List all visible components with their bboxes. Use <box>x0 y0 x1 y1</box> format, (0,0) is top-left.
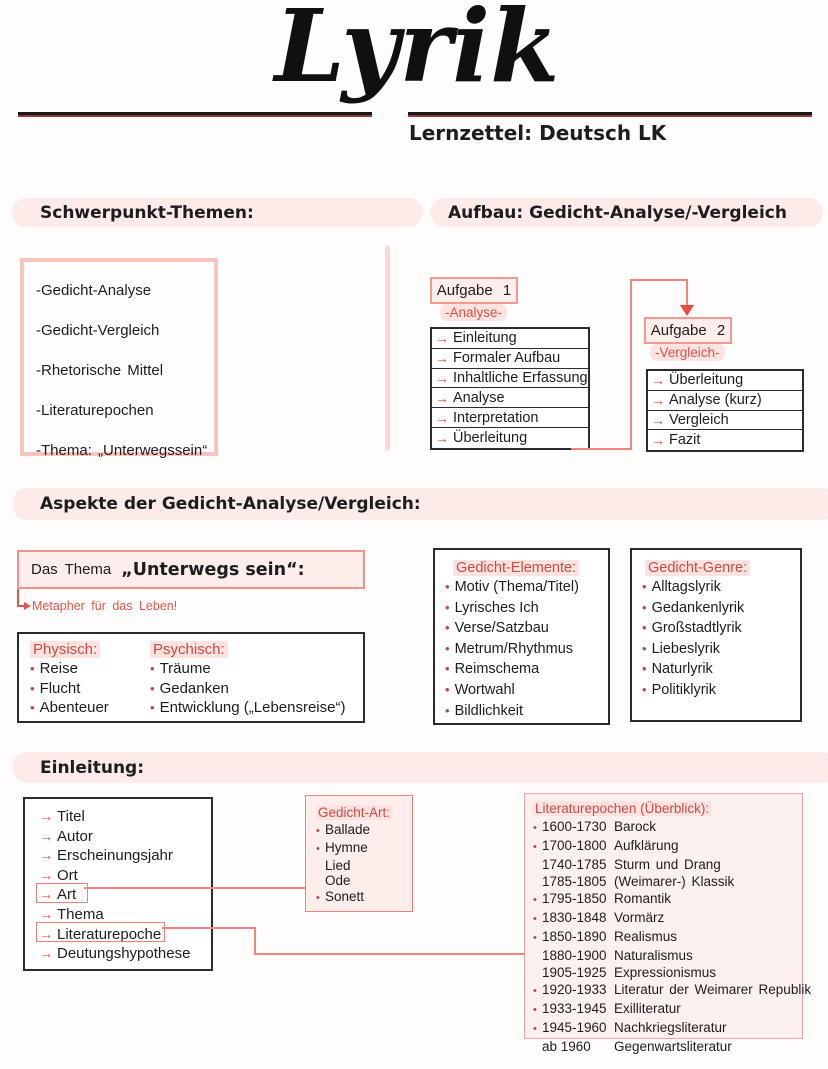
epoch-name: Naturalismus <box>614 948 693 963</box>
list-item <box>316 822 412 840</box>
bullet-icon: • <box>30 661 35 676</box>
item-label: Ort <box>57 866 78 884</box>
literaturepoche-highlight-outline <box>36 922 165 942</box>
list-item <box>533 890 802 909</box>
column-title: Physisch: <box>30 641 100 658</box>
flow-connector <box>571 448 632 450</box>
arrow-right-icon: → <box>39 905 53 922</box>
epoch-range: 1740-1785 <box>542 857 607 872</box>
arrow-right-icon: → <box>435 389 449 406</box>
item-label: Träume <box>159 660 211 677</box>
arrow-right-icon: → <box>39 925 53 942</box>
list-item <box>150 698 345 718</box>
list-item <box>150 679 345 699</box>
literaturepoche-connector <box>254 927 256 955</box>
item-label: Motiv (Thema/Titel) <box>454 579 579 595</box>
table-row <box>432 388 588 408</box>
gedicht-art-panel <box>305 795 413 912</box>
bullet-icon: • <box>533 932 537 944</box>
item-label: Ode <box>325 873 351 889</box>
epoch-range: 1850-1890 <box>542 929 607 944</box>
step-label: Überleitung <box>669 372 744 389</box>
table-row <box>432 349 588 369</box>
art-connector <box>84 887 305 889</box>
epoch-range: 1880-1900 <box>542 948 607 963</box>
bullet-icon: • <box>533 1023 537 1035</box>
bullet-icon: • <box>533 894 537 906</box>
item-label: Gedanken <box>159 679 229 697</box>
list-item <box>533 947 802 964</box>
arrow-right-icon: → <box>39 866 53 883</box>
arrow-right-icon <box>24 602 31 610</box>
step-label: Fazit <box>669 432 701 449</box>
bullet-icon: • <box>316 892 320 905</box>
epoch-range: ab 1960 <box>542 1039 591 1054</box>
thema-box <box>17 550 365 589</box>
column-divider <box>385 245 390 451</box>
list-item <box>533 1019 802 1038</box>
aufgabe2-steps-table <box>646 369 804 452</box>
list-item <box>533 856 802 873</box>
literaturepoche-connector <box>162 927 256 929</box>
thema-note: Metapher für das Leben! <box>32 599 178 613</box>
physisch-column <box>30 641 109 718</box>
epoch-name: Sturm und Drang <box>614 857 721 872</box>
item-label: Deutungshypothese <box>57 945 191 963</box>
bullet-icon: • <box>533 841 537 853</box>
list-item <box>39 827 211 847</box>
item-label: Ballade <box>325 822 371 837</box>
psychisch-column <box>150 641 345 718</box>
panel-title: Gedicht-Genre: <box>645 560 750 576</box>
list-item <box>316 873 412 889</box>
thema-title: „Unterwegs sein“: <box>121 559 305 580</box>
title-underline-right <box>408 112 812 117</box>
schwerpunkt-panel <box>20 258 218 459</box>
list-item <box>316 840 412 858</box>
epoch-range: 1700-1800 <box>542 838 607 853</box>
panel-title: Literaturepochen (Überblick): <box>535 801 710 816</box>
item-label: Naturlyrik <box>651 661 713 678</box>
table-row <box>432 329 588 349</box>
bullet-icon: • <box>445 661 450 677</box>
bullet-icon: • <box>316 842 320 855</box>
aufgabe1-tag: -Analyse- <box>440 304 507 321</box>
list-item <box>39 944 211 964</box>
list-item <box>533 1000 802 1019</box>
item-label: Alltagslyrik <box>651 579 721 595</box>
item-label: Bildlichkeit <box>454 702 524 719</box>
list-item <box>533 837 802 856</box>
table-row <box>432 408 588 428</box>
list-item <box>533 981 812 1000</box>
epoch-name: Expressionismus <box>614 965 717 980</box>
list-item <box>316 858 412 874</box>
list-item <box>39 807 211 827</box>
list-item <box>445 701 608 722</box>
step-label: Analyse (kurz) <box>669 392 762 409</box>
table-row <box>648 430 802 450</box>
bullet-icon: • <box>30 680 35 696</box>
epoch-name: Nachkriegsliteratur <box>614 1020 727 1035</box>
list-item <box>39 846 211 866</box>
arrow-right-icon: → <box>39 827 53 844</box>
item-label: Reise <box>39 660 78 677</box>
item-label: Titel <box>57 808 85 825</box>
column-title: Psychisch: <box>150 641 228 658</box>
literaturepoche-connector <box>254 953 524 955</box>
item-label: Metrum/Rhythmus <box>454 640 574 657</box>
list-item <box>150 659 345 679</box>
epoch-range: 1945-1960 <box>542 1020 607 1035</box>
bullet-icon: • <box>150 700 155 715</box>
epoch-name: Vormärz <box>614 910 665 925</box>
bullet-icon: • <box>533 985 537 997</box>
thema-prefix: Das Thema <box>31 561 112 578</box>
step-label: Überleitung <box>453 429 528 446</box>
item-label: Erscheinungsjahr <box>57 847 173 865</box>
table-row <box>648 371 802 391</box>
bullet-icon: • <box>642 681 647 697</box>
epoch-range: 1830-1848 <box>542 910 607 925</box>
physisch-psychisch-panel <box>17 632 365 723</box>
bullet-icon: • <box>445 681 450 697</box>
item-label: Verse/Satzbau <box>454 620 549 637</box>
arrow-right-icon: → <box>39 808 53 824</box>
step-label: Interpretation <box>453 409 539 426</box>
epoch-range: 1795-1850 <box>542 891 607 906</box>
list-item <box>642 598 800 619</box>
list-item <box>642 618 800 639</box>
aufbau-heading: Aufbau: Gedicht-Analyse/-Vergleich <box>430 198 823 227</box>
list-item <box>642 680 800 701</box>
arrow-right-icon: → <box>435 350 449 367</box>
step-label: Einleitung <box>453 330 517 347</box>
page-title: Lyrik <box>274 0 560 105</box>
item-label: Lied <box>325 857 351 873</box>
bullet-icon: • <box>642 640 647 656</box>
flow-connector <box>686 279 688 307</box>
list-item <box>642 577 800 598</box>
item-label: Reimschema <box>454 661 540 678</box>
list-item <box>445 639 608 660</box>
aufgabe1-steps-table <box>430 327 590 450</box>
item-label: Lyrisches Ich <box>454 599 539 616</box>
epoch-name: Barock <box>614 819 657 834</box>
epoch-range: 1785-1805 <box>542 874 607 889</box>
list-item <box>445 680 608 701</box>
table-row <box>432 428 588 448</box>
bullet-icon: • <box>445 640 450 656</box>
arrow-right-icon: → <box>651 372 665 389</box>
list-item <box>533 818 802 837</box>
literaturepochen-panel <box>524 793 812 1054</box>
bullet-icon: • <box>445 702 450 718</box>
table-row <box>432 369 588 389</box>
bullet-icon: • <box>445 599 450 615</box>
epoch-range: 1920-1933 <box>542 982 607 997</box>
schwerpunkt-item: -Rhetorische Mittel <box>36 362 164 379</box>
einleitung-panel <box>23 797 213 971</box>
item-label: Flucht <box>39 679 81 697</box>
item-label: Entwicklung („Lebensreise“) <box>159 699 346 716</box>
list-item <box>445 577 608 598</box>
item-label: Art <box>57 886 77 904</box>
item-label: Literaturepoche <box>57 925 162 943</box>
bullet-icon: • <box>150 680 155 696</box>
step-label: Analyse <box>453 389 505 406</box>
item-label: Politiklyrik <box>651 681 717 698</box>
aspekte-heading: Aspekte der Gedicht-Analyse/Vergleich: <box>12 488 828 520</box>
epoch-name: Literatur der Weimarer Republik <box>614 982 812 997</box>
arrow-right-icon: → <box>651 411 665 428</box>
step-label: Formaler Aufbau <box>453 350 561 367</box>
item-label: Autor <box>57 827 93 845</box>
epoch-range: 1933-1945 <box>542 1001 607 1016</box>
bullet-icon: • <box>533 913 537 925</box>
schwerpunkt-item: -Gedicht-Analyse <box>36 282 152 299</box>
epoch-name: Romantik <box>614 891 672 906</box>
schwerpunkt-item: -Gedicht-Vergleich <box>36 322 160 339</box>
arrow-right-icon: → <box>435 330 449 347</box>
panel-title: Gedicht-Art: <box>318 805 391 820</box>
epoch-name: (Weimarer-) Klassik <box>614 874 735 889</box>
list-item <box>445 659 608 680</box>
list-item <box>533 1038 802 1055</box>
arrow-right-icon: → <box>435 429 449 446</box>
arrow-right-icon: → <box>435 369 449 386</box>
list-item <box>642 659 800 680</box>
bullet-icon: • <box>642 599 647 615</box>
step-label: Inhaltliche Erfassung <box>453 369 588 386</box>
arrow-right-icon: → <box>39 945 53 962</box>
list-item <box>533 909 802 928</box>
arrow-right-icon: → <box>651 432 665 449</box>
epoch-name: Aufklärung <box>614 838 679 853</box>
title-underline-left <box>18 112 372 117</box>
list-item <box>533 964 802 981</box>
arrow-down-icon <box>680 305 694 316</box>
panel-title: Gedicht-Elemente: <box>453 560 579 576</box>
gedicht-genre-panel <box>630 548 802 722</box>
aufgabe2-box: Aufgabe 2 <box>644 317 732 344</box>
item-label: Hymne <box>325 839 368 855</box>
schwerpunkt-item: -Thema: „Unterwegssein“ <box>36 442 208 459</box>
item-label: Sonett <box>325 889 365 905</box>
list-item <box>30 698 109 718</box>
list-item <box>316 889 412 907</box>
table-row <box>648 391 802 411</box>
arrow-right-icon: → <box>435 409 449 426</box>
list-item <box>642 639 800 660</box>
einleitung-heading: Einleitung: <box>12 752 828 783</box>
table-row <box>648 411 802 431</box>
schwerpunkt-item: -Literaturepochen <box>36 402 154 419</box>
epoch-name: Realismus <box>614 929 678 944</box>
item-label: Thema <box>57 905 104 923</box>
epoch-range: 1905-1925 <box>542 965 607 980</box>
gedicht-elemente-panel <box>433 548 610 725</box>
bullet-icon: • <box>533 822 537 834</box>
list-item <box>445 618 608 639</box>
item-label: Wortwahl <box>454 681 515 698</box>
epoch-name: Exilliteratur <box>614 1001 681 1016</box>
bullet-icon: • <box>642 579 647 594</box>
aufgabe1-box: Aufgabe 1 <box>430 277 518 304</box>
item-label: Gedankenlyrik <box>651 599 745 616</box>
arrow-right-icon: → <box>651 392 665 409</box>
aufgabe2-tag: -Vergleich- <box>650 344 725 361</box>
list-item <box>445 598 608 619</box>
bullet-icon: • <box>642 620 647 636</box>
list-item <box>533 928 802 947</box>
list-item <box>30 679 109 699</box>
epoch-name: Gegenwartsliteratur <box>614 1039 732 1054</box>
flow-connector <box>630 279 632 450</box>
bullet-icon: • <box>316 825 320 837</box>
item-label: Liebeslyrik <box>651 640 721 657</box>
item-label: Abenteuer <box>39 699 109 716</box>
item-label: Großstadtlyrik <box>651 620 742 637</box>
list-item <box>533 873 802 890</box>
bullet-icon: • <box>30 700 35 715</box>
list-item <box>30 659 109 679</box>
page-subtitle: Lernzettel: Deutsch LK <box>409 121 667 145</box>
art-highlight-outline <box>36 883 88 903</box>
step-label: Vergleich <box>669 411 729 428</box>
bullet-icon: • <box>445 579 450 594</box>
epoch-range: 1600-1730 <box>542 819 607 834</box>
schwerpunkt-heading: Schwerpunkt-Themen: <box>12 198 423 227</box>
bullet-icon: • <box>150 661 155 676</box>
arrow-right-icon: → <box>39 886 53 903</box>
bullet-icon: • <box>445 620 450 636</box>
bullet-icon: • <box>642 661 647 677</box>
flow-connector <box>630 279 688 281</box>
bullet-icon: • <box>533 1004 537 1016</box>
arrow-right-icon: → <box>39 847 53 864</box>
